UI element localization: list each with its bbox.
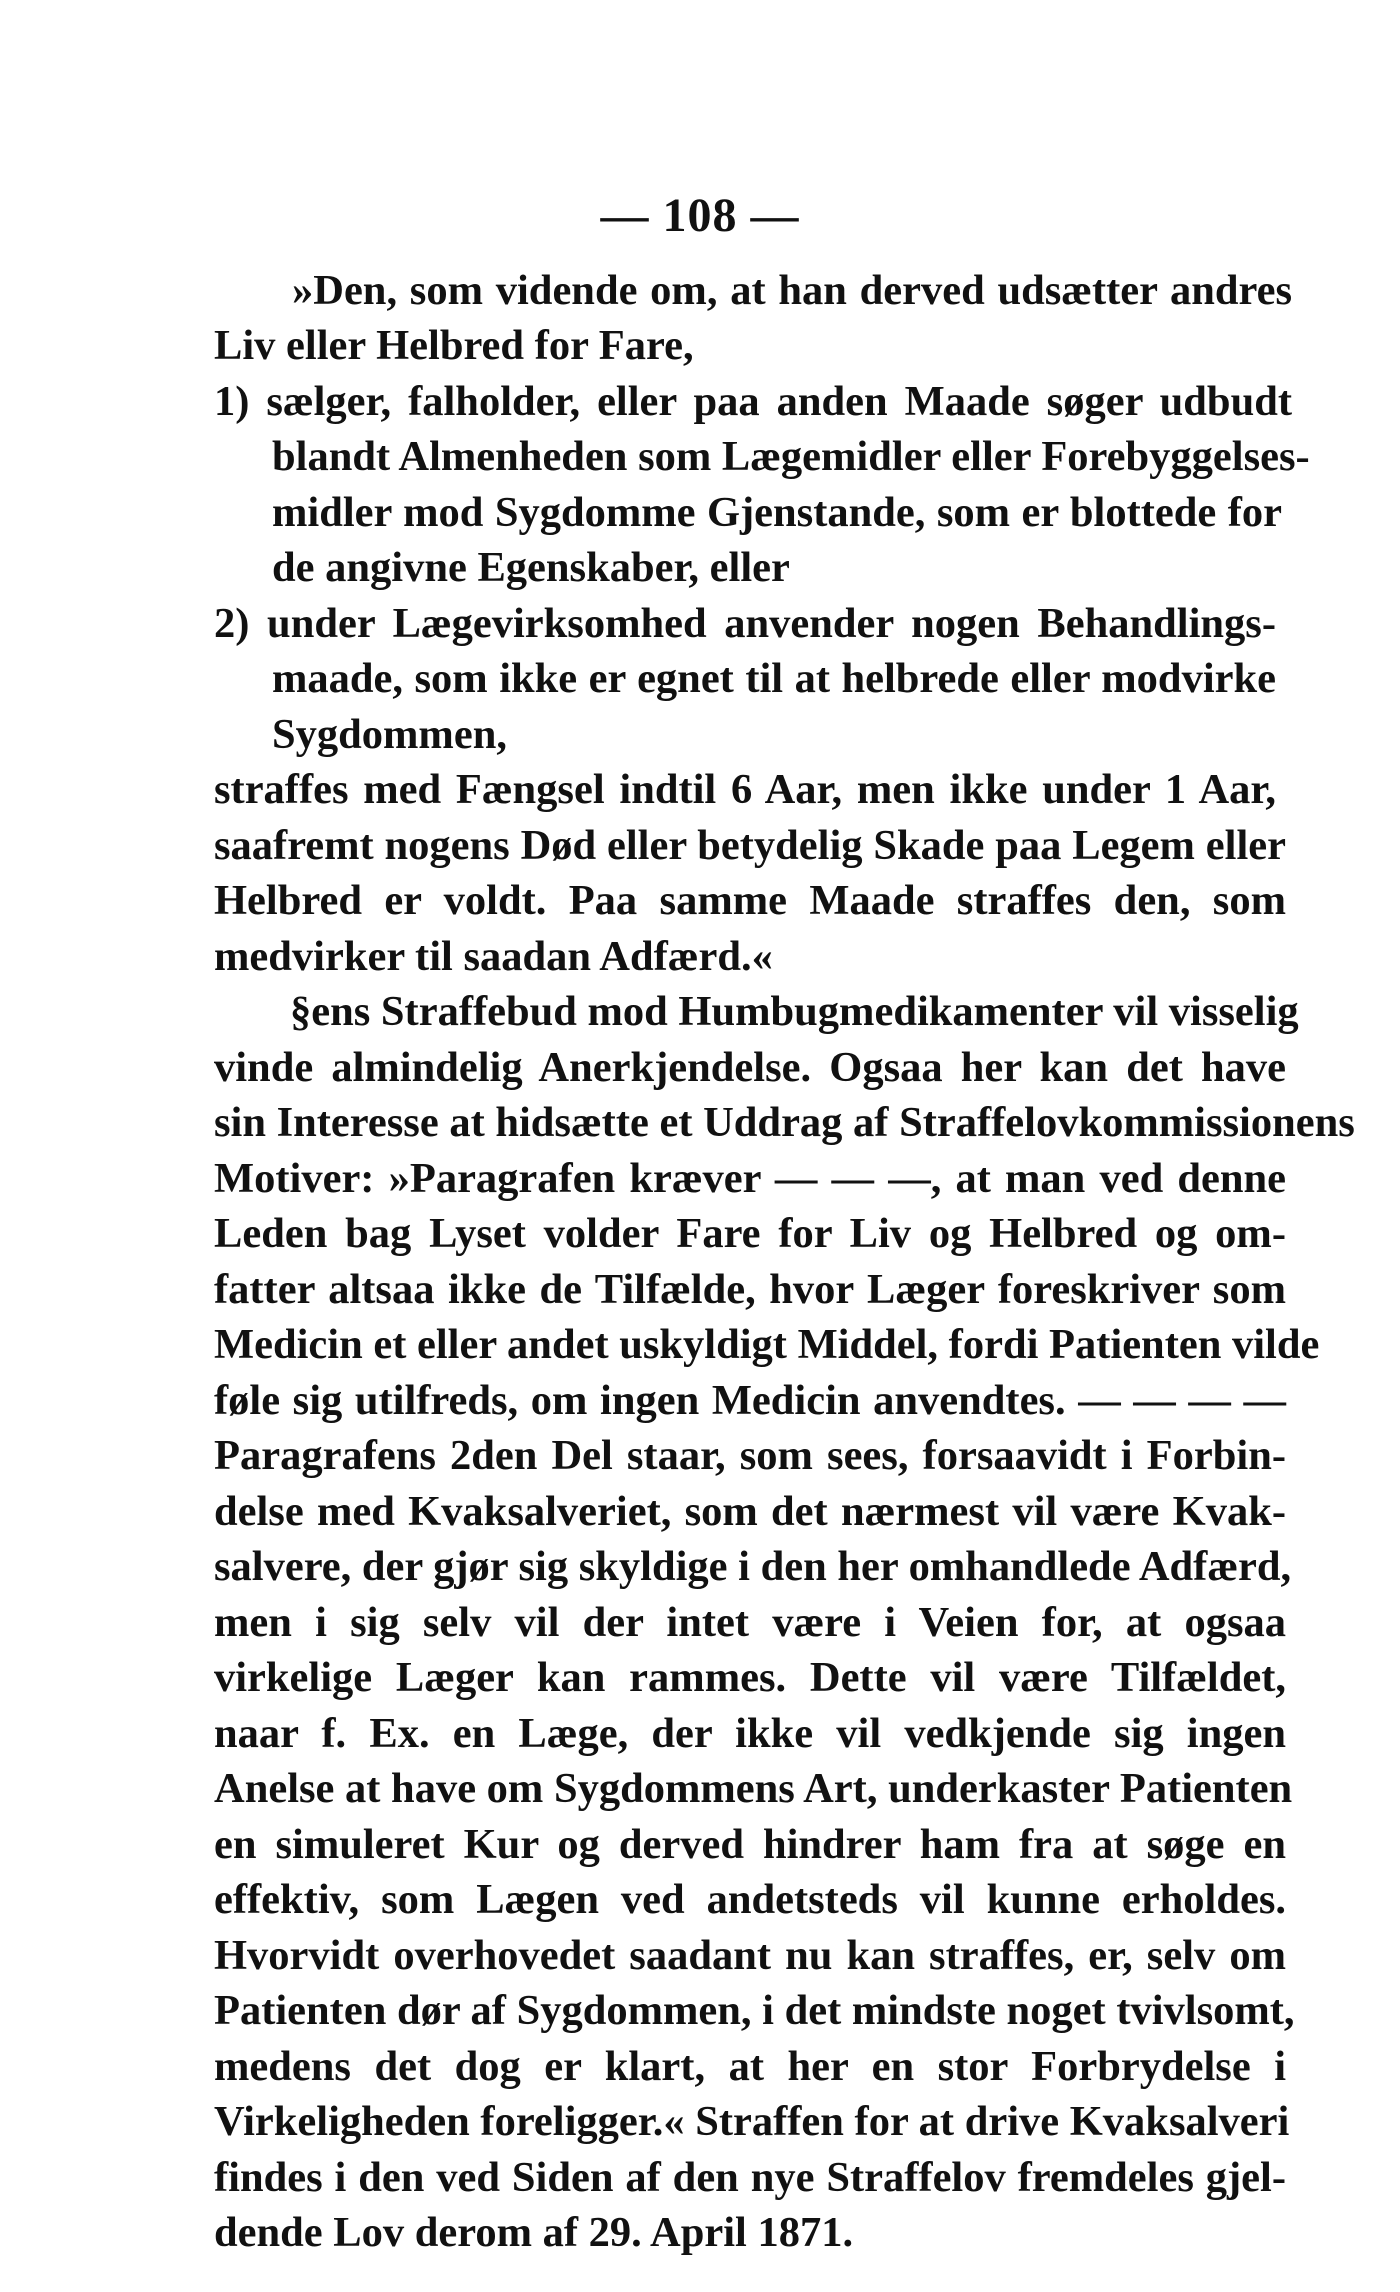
text-line: salvere, der gjør sig skyldige i den her omhandlede Adfærd, [214, 1543, 1292, 1590]
text-line: Medicin et eller andet uskyldigt Middel, fordi Patienten vilde [214, 1321, 1320, 1368]
text-line: midler mod Sygdomme Gjenstande, som er blottede for [272, 489, 1282, 536]
text-line: men i sig selv vil der intet være i Veien for, at ogsaa [214, 1599, 1286, 1646]
text-line: straffes med Fængsel indtil 6 Aar, men ikke under 1 Aar, [214, 766, 1276, 813]
text-line: Leden bag Lyset volder Fare for Liv og Helbred og om- [214, 1210, 1286, 1257]
text-line: 1) sælger, falholder, eller paa anden Maade søger udbudt [214, 378, 1292, 425]
text-line: Patienten dør af Sygdommen, i det mindste noget tvivlsomt, [214, 1987, 1295, 2034]
text-line: Liv eller Helbred for Fare, [214, 322, 694, 369]
text-line: §ens Straffebud mod Humbugmedikamenter vil visselig [290, 988, 1299, 1035]
text-line: saafremt nogens Død eller betydelig Skade paa Legem eller [214, 822, 1286, 869]
text-line: blandt Almenheden som Lægemidler eller Forebyggelses- [272, 433, 1310, 480]
text-line: dende Lov derom af 29. April 1871. [214, 2209, 854, 2256]
text-line: Paragrafens 2den Del staar, som sees, forsaavidt i Forbin- [214, 1432, 1286, 1479]
text-line: Helbred er voldt. Paa samme Maade straffes den, som [214, 877, 1286, 924]
text-line: vinde almindelig Anerkjendelse. Ogsaa her kan det have [214, 1044, 1286, 1091]
text-line: Virkeligheden foreligger.« Straffen for at drive Kvaksalveri [214, 2098, 1290, 2145]
text-line: delse med Kvaksalveriet, som det nærmest vil være Kvak- [214, 1488, 1286, 1535]
text-line: Sygdommen, [272, 711, 507, 758]
text-line: en simuleret Kur og derved hindrer ham fra at søge en [214, 1821, 1286, 1868]
text-line: 2) under Lægevirksomhed anvender nogen Behandlings- [214, 600, 1276, 647]
text-line: findes i den ved Siden af den nye Straffelov fremdeles gjel- [214, 2154, 1286, 2201]
text-line: »Den, som vidende om, at han derved udsætter andres [292, 267, 1292, 314]
text-line: medvirker til saadan Adfærd.« [214, 933, 773, 980]
text-line: effektiv, som Lægen ved andetsteds vil kunne erholdes. [214, 1876, 1286, 1923]
text-line: føle sig utilfreds, om ingen Medicin anvendtes. — — — — [214, 1377, 1286, 1424]
page-number: — 108 — [600, 189, 800, 242]
text-line: sin Interesse at hidsætte et Uddrag af Straffelovkommissionens [214, 1099, 1355, 1146]
text-line: Anelse at have om Sygdommens Art, underkaster Patienten [214, 1765, 1293, 1812]
text-line: Hvorvidt overhovedet saadant nu kan straffes, er, selv om [214, 1932, 1286, 1979]
text-line: maade, som ikke er egnet til at helbrede eller modvirke [272, 655, 1276, 702]
text-line: Motiver: »Paragrafen kræver — — —, at man ved denne [214, 1155, 1286, 1202]
text-line: naar f. Ex. en Læge, der ikke vil vedkjende sig ingen [214, 1710, 1286, 1757]
text-line: de angivne Egenskaber, eller [272, 544, 790, 591]
text-line: fatter altsaa ikke de Tilfælde, hvor Læger foreskriver som [214, 1266, 1286, 1313]
text-line: virkelige Læger kan rammes. Dette vil være Tilfældet, [214, 1654, 1286, 1701]
text-line: medens det dog er klart, at her en stor Forbrydelse i [214, 2043, 1286, 2090]
